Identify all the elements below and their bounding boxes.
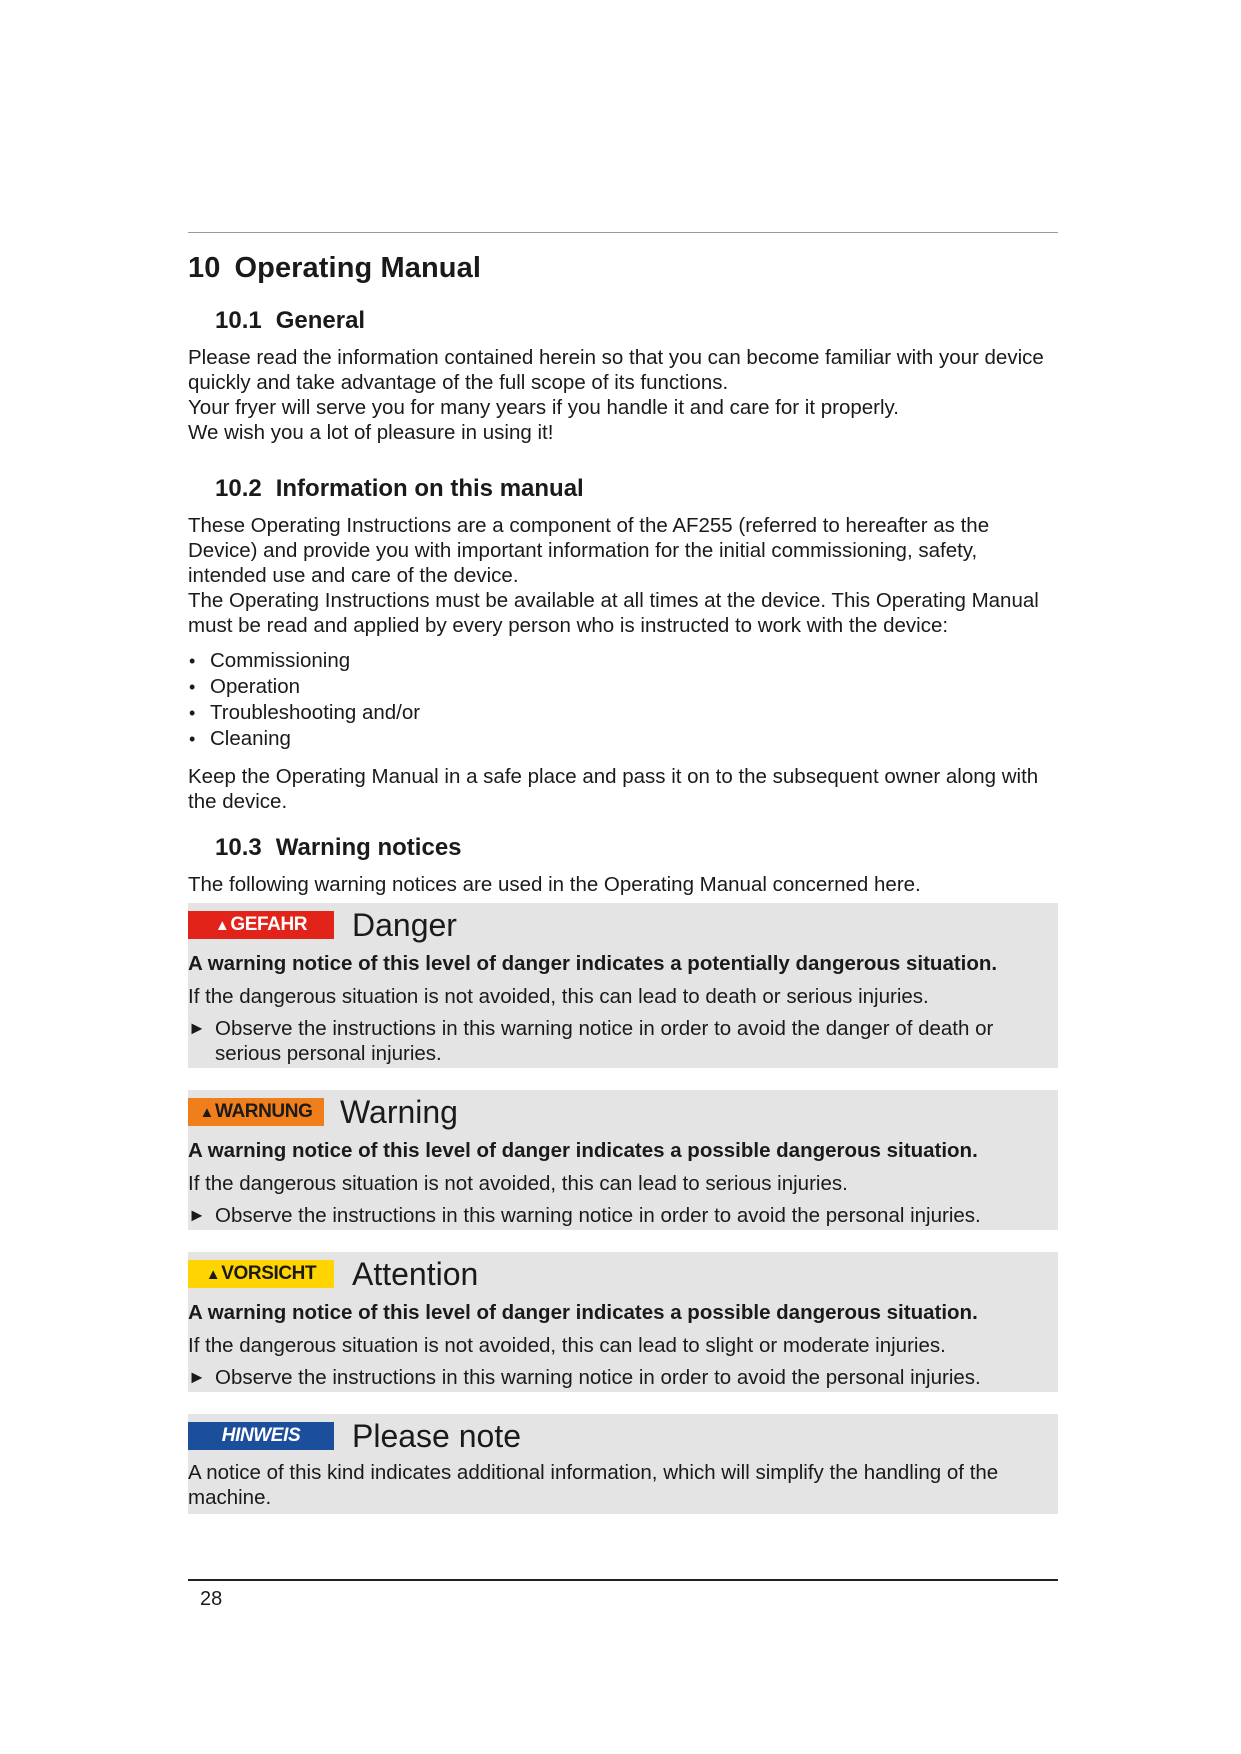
- notice-please-note: [188, 1414, 1058, 1514]
- section-heading-general: [215, 307, 1060, 335]
- section-title: Warning notices: [275, 834, 462, 861]
- paragraph: We wish you a lot of pleasure in using it!: [188, 421, 554, 444]
- notice-action: ► Observe the instructions in this warning notice in order to avoid the danger of death or serious personal injuries.: [188, 1017, 994, 1065]
- task-list: [188, 648, 1060, 752]
- notice-action: ► Observe the instructions in this warning notice in order to avoid the personal injuries.: [188, 1204, 981, 1227]
- section-title: Information on this manual: [275, 475, 584, 502]
- notice-attention: [188, 1252, 1058, 1392]
- arrow-right-icon: ►: [188, 1367, 206, 1387]
- warning-badge: ▲ WARNUNG: [188, 1098, 324, 1126]
- notice-warning: [188, 1090, 1058, 1230]
- notice-consequence: If the dangerous situation is not avoided, this can lead to death or serious injuries.: [188, 985, 929, 1008]
- paragraph: The Operating Instructions must be available at all times at the device. This Operating Manual must be read and applied by every person who is instructed to work with the device:: [188, 589, 1039, 637]
- paragraph: Please read the information contained herein so that you can become familiar with your device quickly and take advantage of the full scope of its functions.: [188, 346, 1044, 394]
- warning-triangle-icon: ▲: [205, 1265, 221, 1283]
- list-item: • Troubleshooting and/or: [188, 700, 1060, 726]
- notice-danger: [188, 903, 1058, 1068]
- chapter-heading: [188, 252, 1060, 285]
- footer-rule: [188, 1579, 1058, 1581]
- header-rule: [188, 232, 1058, 233]
- general-paragraphs: [188, 345, 1060, 445]
- caution-badge: ▲ VORSICHT: [188, 1260, 334, 1288]
- page-content: [188, 252, 1060, 1536]
- danger-badge: ▲ GEFAHR: [188, 911, 334, 939]
- warning-triangle-icon: ▲: [199, 1103, 214, 1121]
- paragraph: Your fryer will serve you for many years if you handle it and care for it properly.: [188, 396, 899, 419]
- notice-title: Warning: [340, 1093, 458, 1130]
- arrow-right-icon: ►: [188, 1205, 206, 1225]
- notice-bold-text: A warning notice of this level of danger indicates a potentially dangerous situation.: [188, 952, 998, 975]
- paragraph: The following warning notices are used in the Operating Manual concerned here.: [188, 873, 921, 896]
- paragraph: These Operating Instructions are a component of the AF255 (referred to hereafter as the Device) and provide you with important information for the initial commissioning, safety, intended use and care of the device.: [188, 514, 990, 587]
- paragraph: Keep the Operating Manual in a safe place and pass it on to the subsequent owner along with the device.: [188, 765, 1039, 813]
- page-number: 28: [200, 1588, 223, 1610]
- list-item: • Commissioning: [188, 648, 1060, 674]
- section-number: 10.1: [215, 307, 262, 334]
- warning-triangle-icon: ▲: [214, 916, 230, 934]
- section-number: 10.3: [215, 834, 262, 861]
- notice-badge: HINWEIS: [188, 1422, 334, 1450]
- notice-title: Attention: [352, 1255, 479, 1292]
- notice-consequence: If the dangerous situation is not avoided, this can lead to serious injuries.: [188, 1172, 848, 1195]
- notice-title: Danger: [352, 906, 457, 943]
- notice-bold-text: A warning notice of this level of danger indicates a possible dangerous situation.: [188, 1139, 978, 1162]
- notice-action: ► Observe the instructions in this warning notice in order to avoid the personal injuries.: [188, 1366, 981, 1389]
- section-heading-warning-notices: [215, 834, 1060, 862]
- section-title: General: [275, 307, 366, 334]
- arrow-right-icon: ►: [188, 1018, 206, 1038]
- chapter-title: Operating Manual: [234, 252, 481, 284]
- notice-title: Please note: [352, 1417, 522, 1454]
- chapter-number: 10: [188, 252, 221, 284]
- notice-bold-text: A warning notice of this level of danger indicates a possible dangerous situation.: [188, 1301, 978, 1324]
- list-item: • Cleaning: [188, 726, 1060, 752]
- list-item: • Operation: [188, 674, 1060, 700]
- section-number: 10.2: [215, 475, 262, 502]
- notice-text: A notice of this kind indicates additional information, which will simplify the handling of the machine.: [188, 1461, 999, 1509]
- notice-consequence: If the dangerous situation is not avoided, this can lead to slight or moderate injuries.: [188, 1334, 946, 1357]
- section-heading-information: [215, 475, 1060, 503]
